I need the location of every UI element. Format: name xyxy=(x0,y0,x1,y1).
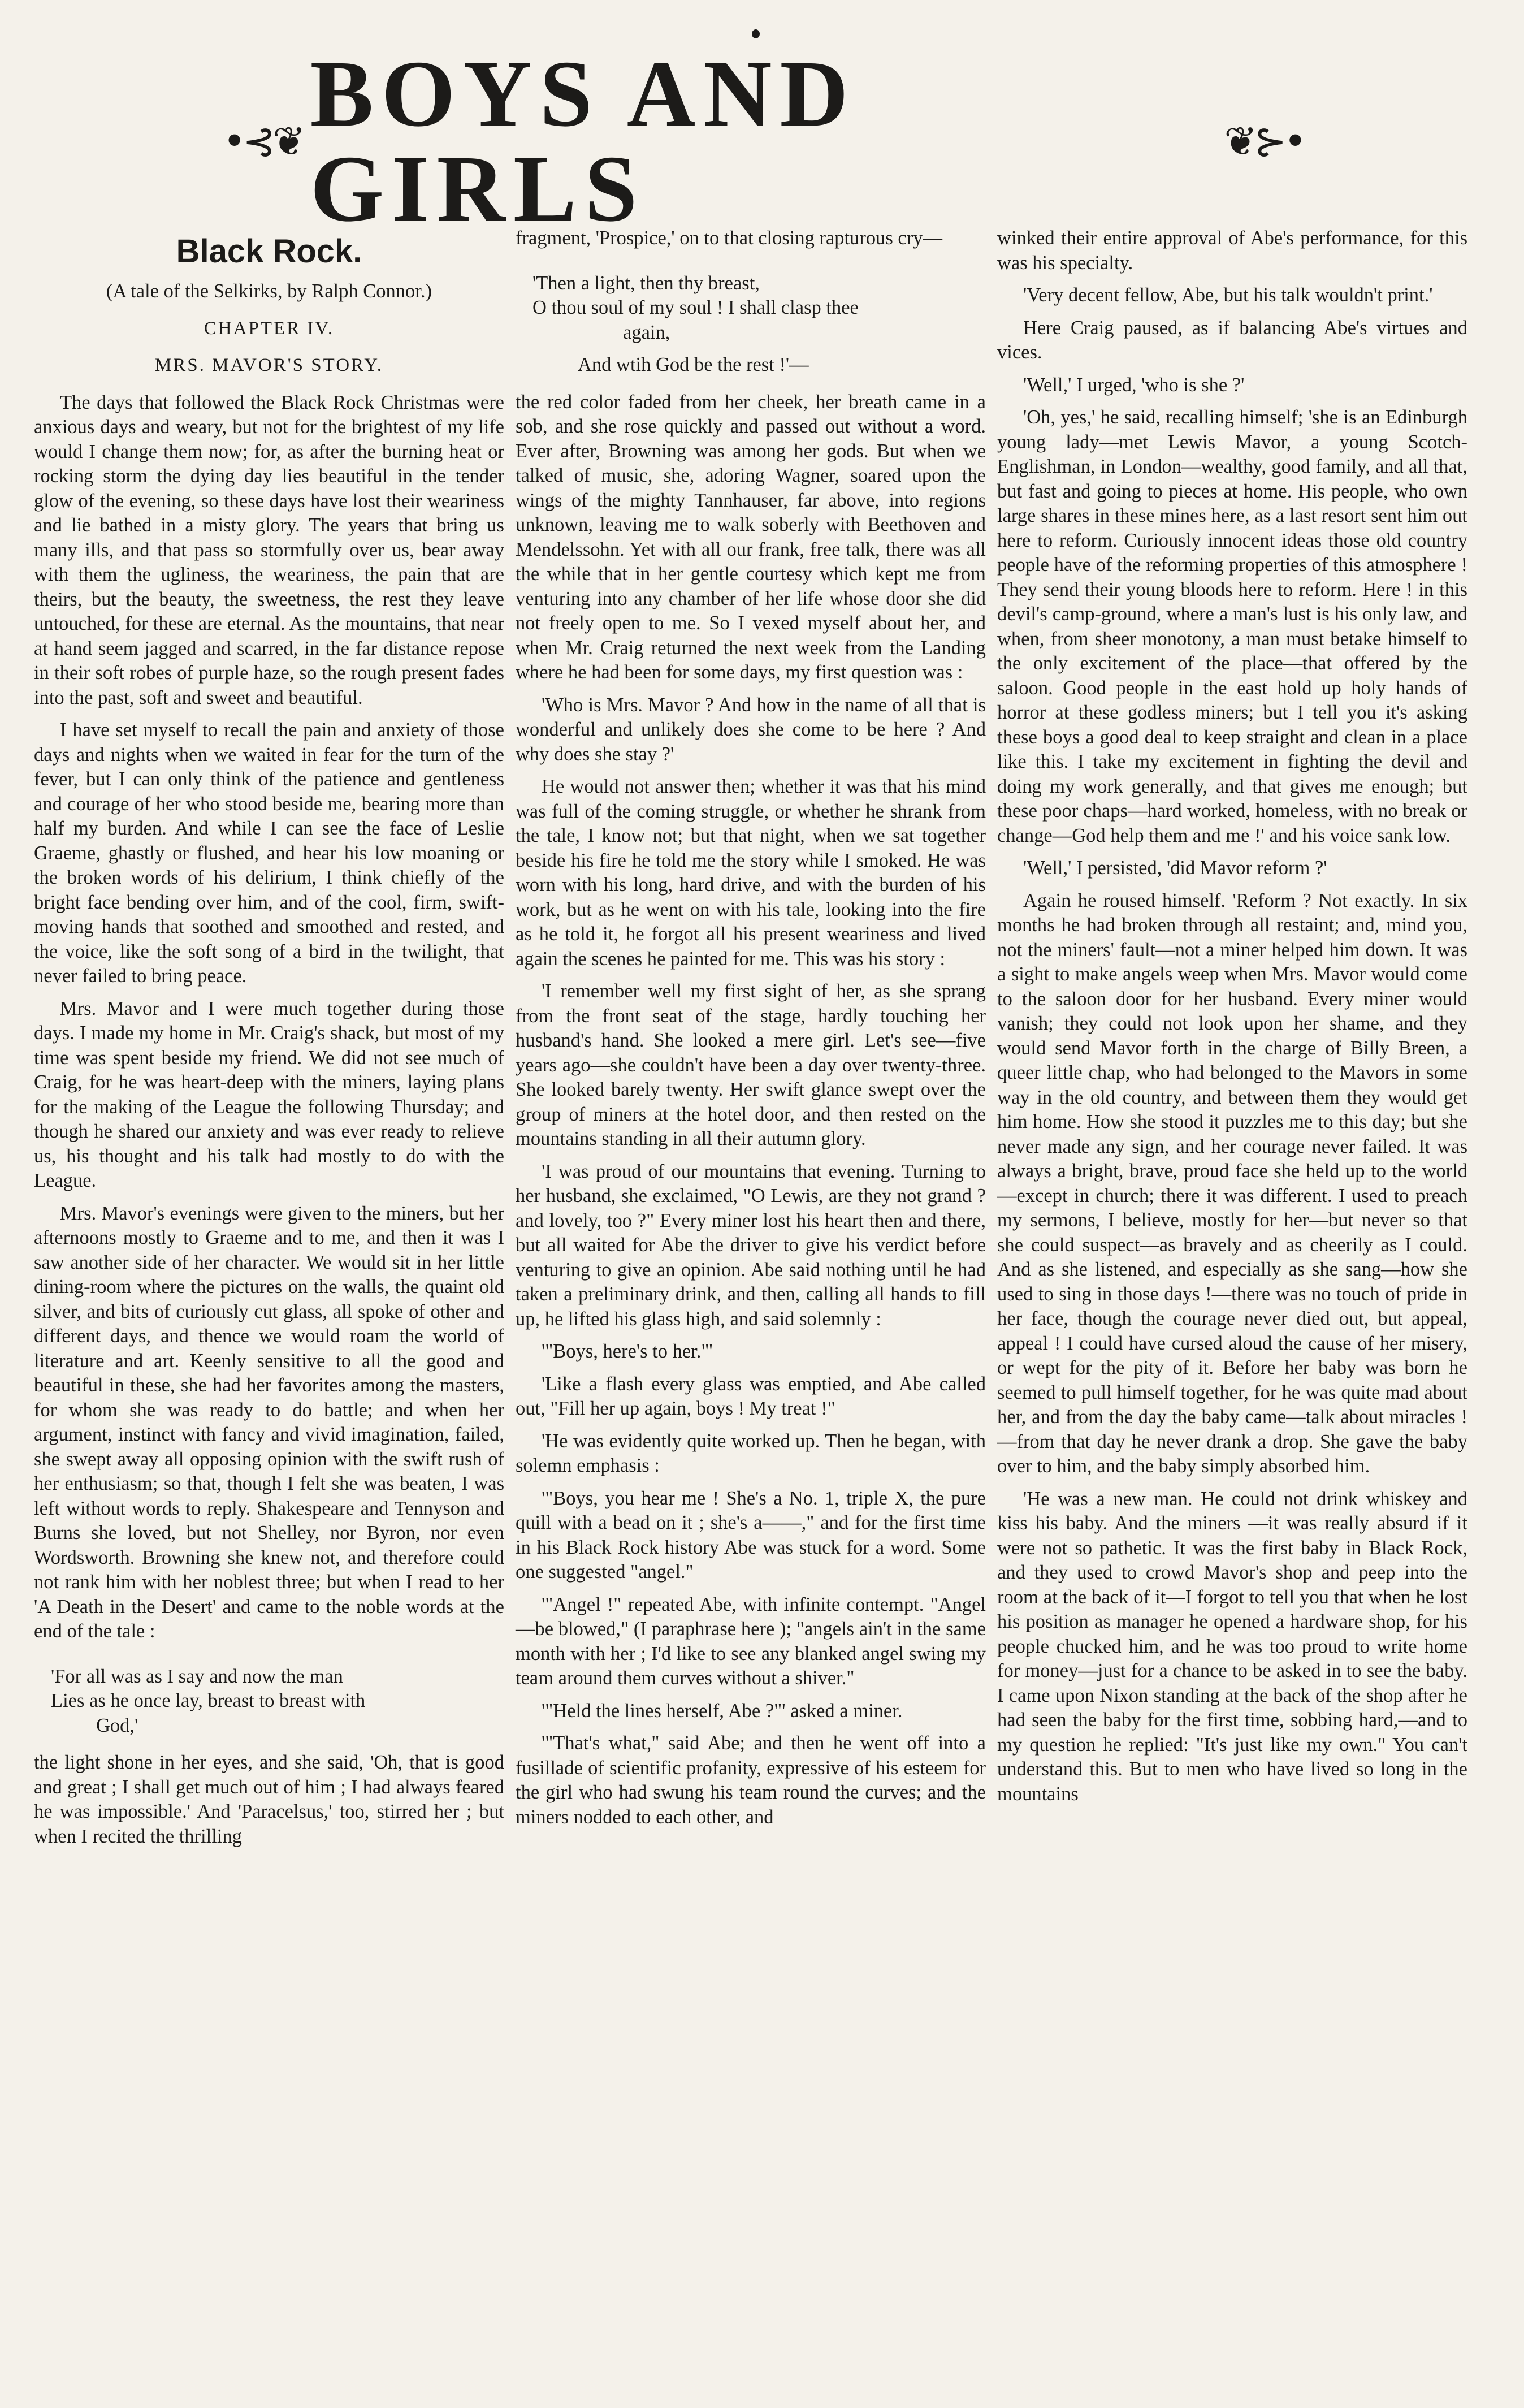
paragraph: 'Oh, yes,' he said, recalling himself; 'she is an Edinburgh young lady—met Lewis Mavor, a young Scotch-Englishman, in London—wealthy, good family, and all that, but fast and going to pieces at home. His people, who own large shares in these mines here, as a last resort sent him out here to reform. Curiously innocent ideas those old country people have of the reforming properties of this atmosphere ! They send their young bloods here to reform. Here ! in this devil's camp-ground, where a man's lust is his only law, and when, from sheer monotony, a man must betake himself to the only excitement of the place—that offered by the saloon. Good people in the east hold up holy hands of horror at these godless miners; but I tell you it's asking these boys a good deal to keep straight and clean in a place like this. I take my excitement in fighting the devil and doing my work generally, and that gives me enough; but these poor chaps—hard worked, homeless, with no break or change—God help them and me !' and his voice sank low. xyxy=(997,407,1467,846)
paragraph: He would not answer then; whether it was that his mind was full of the coming struggle, or whether he shrank from the tale, I know not; but that night, when we sat together beside his fire he told me the story while I smoked. He was worn with his long, hard drive, and with the burden of his work, but as he went on with his tale, looking into the fire as he told it, he forgot all his present weariness and lived again the scenes he painted for me. This was his story : xyxy=(516,776,986,970)
paragraph: '"That's what," said Abe; and then he went off into a fusillade of scientific profanity, expressive of his esteem for the girl who had swung his team round the curves; and the miners nodded to each other, and xyxy=(516,1732,986,1828)
chapter-number: CHAPTER IV. xyxy=(204,318,335,339)
verse-line: And wtih God be the rest !'— xyxy=(578,354,809,375)
verse-line: God,' xyxy=(96,1714,138,1736)
paragraph: I have set myself to recall the pain and anxiety of those days and nights when we waited in fear for the turn of the fever, but I can only think of the patience and gentleness and courage of her who stood beside me, bearing more than half my burden. And while I can see the face of Leslie Graeme, ghastly or flushed, and hear his low moaning or the broken words of his delirium, I think chiefly of the bright face bending over him, and of the cool, firm, swift-moving hands that soothed and smoothed and rested, and the voice, like the soft song of a bird in the twilight, that never failed to bring peace. xyxy=(34,719,504,987)
paragraph: the red color faded from her cheek, her breath came in a sob, and she rose quickly and passed out without a word. Ever after, Browning was among her gods. But when we talked of music, she, adoring Wagner, soared upon the wings of the mighty Tannhauser, far above, into regions unknown, leaving me to walk soberly with Beethoven and Mendelssohn. Yet with all our frank, free talk, there was all the while that in her gentle courtesy which kept me from venturing into any chamber of her life whose door she did not freely open to me. So I vexed myself about her, and when Mr. Craig returned the next week from the Landing where he had been for some days, my first question was : xyxy=(516,391,986,683)
article-title: Black Rock. xyxy=(176,233,362,270)
column-1 xyxy=(34,226,504,1857)
paragraph: '"Boys, here's to her."' xyxy=(542,1341,713,1362)
paragraph: 'Well,' I urged, 'who is she ?' xyxy=(1023,374,1245,396)
verse-line: Lies as he once lay, breast to breast with xyxy=(51,1690,366,1711)
paragraph: Again he roused himself. 'Reform ? Not exactly. In six months he had broken through all restaint; and, mind you, not the miners' fault—not a miner helped him down. It was a sight to make angels weep when Mrs. Mavor would come to the saloon door for her husband. Every miner would vanish; they could not look upon her shame, and they would send Mavor forth in the charge of Billy Breen, a queer little chap, who had belonged to the Mavors in some way in the old country, and between them they would get him home. How she stood it puzzles me to this day; but she never made any sign, and her courage never failed. It was always a bright, brave, proud face she held up to the world—except in church; there it was different. I used to preach my sermons, I believe, mostly for her—but never so that she could suspect—as bravely and as cheerily as I could. And as she listened, and especially as she sang—how she used to sing in those days !—there was no touch of pride in her face, though the courage never died out, but appeal, appeal ! I could have cursed aloud the cause of her misery, or wept for the pity of it. Before her baby was born he seemed to pull himself together, for he was quite mad about her, and from the day the baby came—talk about miracles !—from that day he never drank a drop. She gave the baby over to him, and the baby simply absorbed him. xyxy=(997,889,1467,1477)
paragraph: The days that followed the Black Rock Christmas were anxious days and weary, but not for the brightest of my life would I change them now; for, as after the burning heat or rocking storm the dying day lies beautiful in the tender glow of the evening, so these days have lost their weariness and lie bathed in a misty glory. The years that bring us many ills, and that pass so stormfully over us, bear away with them the ugliness, the weariness, the pain that are theirs, but the beauty, the sweetness, the rest they leave untouched, for these are eternal. As the mountains, that near at hand seem jagged and scarred, in the far distance repose in their soft robes of purple haze, so the rough present fades into the past, soft and sweet and beautiful. xyxy=(34,391,504,708)
paragraph: fragment, 'Prospice,' on to that closing rapturous cry— xyxy=(516,227,942,249)
paragraph: winked their entire approval of Abe's performance, for this was his specialty. xyxy=(997,227,1467,274)
paragraph: 'Very decent fellow, Abe, but his talk wouldn't print.' xyxy=(1023,284,1433,306)
paragraph: 'He was evidently quite worked up. Then he began, with solemn emphasis : xyxy=(516,1430,986,1476)
paragraph: 'Well,' I persisted, 'did Mavor reform ?' xyxy=(1023,857,1327,879)
column-2 xyxy=(516,226,986,1838)
masthead-title: BOYS AND GIRLS xyxy=(310,41,856,241)
paragraph: the light shone in her eyes, and she said, 'Oh, that is good and great ; I shall get much out of him ; I had always feared he was impossible.' And 'Paracelsus,' too, stirred her ; but when I recited the thrilling xyxy=(34,1752,504,1847)
paragraph: Mrs. Mavor and I were much together during those days. I made my home in Mr. Craig's shack, but most of my time was spent beside my friend. We did not see much of Craig, for he was heart-deep with the miners, laying plans for the making of the League the following Thursday; and though he shared our anxiety and was ever ready to relieve us, his thought and his talk had mostly to do with the League. xyxy=(34,997,504,1191)
paragraph: 'He was a new man. He could not drink whiskey and kiss his baby. And the miners —it was really absurd if it were not so pathetic. It was the first baby in Black Rock, and they used to crowd Mavor's shop and peep into the room at the back of it—I forgot to tell you that when he lost his position as manager he opened a hardware shop, for his people chucked him, and he was too proud to write home for money—just for a chance to be asked in to see the baby. I came upon Nixon standing at the back of the shop after he had seen the baby for the first time, sobbing hard,—and to my question he replied: "It's just like my own." You can't understand this. But to men who have lived so long in the mountains xyxy=(997,1488,1467,1805)
paragraph: 'I remember well my first sight of her, as she sprang from the front seat of the stage, hardly touching her husband's hand. She looked a mere girl. Let's see—five years ago—she couldn't have been a day over twenty-three. She looked barely twenty. Her swift glance swept over the group of miners at the hotel door, and then rested on the mountains standing in all their autumn glory. xyxy=(516,980,986,1149)
paragraph: Here Craig paused, as if balancing Abe's virtues and vices. xyxy=(997,317,1467,363)
article-subtitle: (A tale of the Selkirks, by Ralph Connor.) xyxy=(106,280,432,302)
paragraph: 'Like a flash every glass was emptied, and Abe called out, "Fill her up again, boys ! My treat !" xyxy=(516,1373,986,1419)
paragraph: '"Angel !" repeated Abe, with infinite contempt. "Angel —be blowed," (I paraphrase here ); "angels ain't in the same month with her ; I'd like to see any blanked angel swing my team around them curves without a shiver." xyxy=(516,1593,986,1689)
page-mark xyxy=(752,29,760,38)
paragraph: 'Who is Mrs. Mavor ? And how in the name of all that is wonderful and unlikely does she come to be here ? And why does she stay ?' xyxy=(516,694,986,765)
paragraph: '"Held the lines herself, Abe ?"' asked a miner. xyxy=(542,1700,903,1722)
verse-line: 'Then a light, then thy breast, xyxy=(532,272,760,294)
verse-line: O thou soul of my soul ! I shall clasp thee xyxy=(532,297,859,318)
masthead-ornament-right: ❦⊱• xyxy=(1224,118,1304,165)
column-3 xyxy=(997,226,1467,1814)
verse-line: again, xyxy=(623,321,670,343)
paragraph: '"Boys, you hear me ! She's a No. 1, triple X, the pure quill with a bead on it ; she's a——," and for the first time in his Black Rock history Abe was stuck for a word. Some one suggested "angel." xyxy=(516,1487,986,1583)
paragraph: 'I was proud of our mountains that evening. Turning to her husband, she exclaimed, "O Lewis, are they not grand ? and lovely, too ?" Every miner lost his heart then and there, but all waited for Abe the driver to give his verdict before venturing to give an opinion. Abe said nothing until he had taken a preliminary drink, and then, calling all hands to fill up, he lifted his glass high, and said solemnly : xyxy=(516,1160,986,1330)
chapter-title: MRS. MAVOR'S STORY. xyxy=(154,355,384,375)
verse-line: 'For all was as I say and now the man xyxy=(51,1665,343,1687)
masthead-ornament-left: •⊰❦ xyxy=(223,118,302,165)
paragraph: Mrs. Mavor's evenings were given to the miners, but her afternoons mostly to Graeme and to me, and then it was I saw another side of her character. We would sit in her little dining-room where the pictures on the walls, the quaint old silver, and bits of curiously cut glass, all spoke of other and different days, and thence we would roam the world of literature and art. Keenly sensitive to all the good and beautiful in these, she had her favorites among the masters, for whom she was ready to do battle; and when her argument, instinct with fancy and vivid imagination, failed, she swept away all opposing opinion with the swift rush of her enthusiasm; so that, though I felt she was beaten, I was left without words to reply. Shakespeare and Tennyson and Burns she loved, but not Shelley, nor Byron, nor even Wordsworth. Browning she knew not, and therefore could not rank him with her noblest three; but when I read to her 'A Death in the Desert' and came to the noble words at the end of the tale : xyxy=(34,1202,504,1642)
